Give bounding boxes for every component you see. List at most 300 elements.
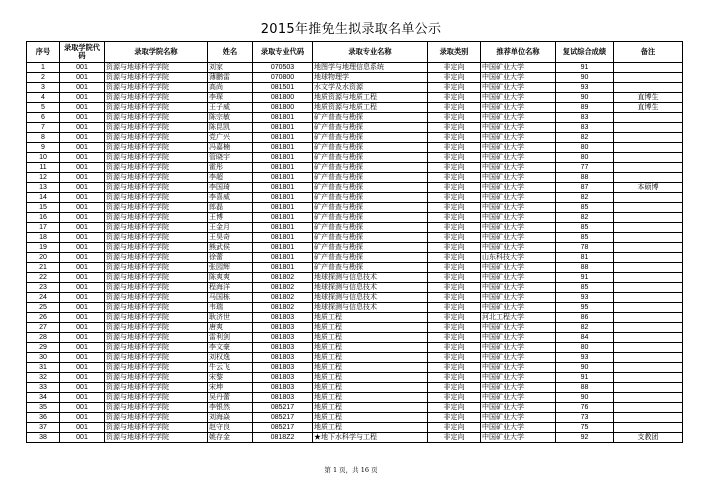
cell-major-code: 081801 [253,263,313,273]
cell-admission-type: 非定向 [428,213,481,223]
cell-row-index: 11 [27,163,60,173]
cell-recommending-unit: 中国矿业大学 [481,343,556,353]
cell-major-name: 矿产普查与勘探 [313,203,428,213]
cell-remarks [614,153,683,163]
cell-score: 92 [556,433,614,443]
cell-recommending-unit: 中国矿业大学 [481,233,556,243]
table-row [27,413,683,423]
table-row [27,153,683,163]
cell-student-name: 马国栋 [208,293,253,303]
cell-major-name: ★地下水科学与工程 [313,433,428,443]
table-row [27,223,683,233]
cell-major-name: 地球探测与信息技术 [313,283,428,293]
header-index: 序号 [27,42,60,63]
cell-row-index: 10 [27,153,60,163]
cell-admission-type: 非定向 [428,243,481,253]
cell-admission-type: 非定向 [428,403,481,413]
cell-row-index: 1 [27,63,60,73]
cell-college-name: 资源与地球科学学院 [105,353,208,363]
cell-recommending-unit: 中国矿业大学 [481,243,556,253]
cell-major-code: 081803 [253,353,313,363]
table-row [27,273,683,283]
page-footer: 第 1 页，共 16 页 [324,466,378,474]
cell-admission-type: 非定向 [428,203,481,213]
table-row [27,93,683,103]
cell-college-name: 资源与地球科学学院 [105,103,208,113]
cell-remarks [614,423,683,433]
cell-major-name: 矿产普查与勘探 [313,163,428,173]
cell-student-name: 唐爽 [208,323,253,333]
cell-remarks [614,123,683,133]
cell-score: 81 [556,253,614,263]
cell-row-index: 23 [27,283,60,293]
cell-remarks [614,143,683,153]
cell-remarks [614,63,683,73]
cell-major-name: 地球探测与信息技术 [313,293,428,303]
cell-recommending-unit: 中国矿业大学 [481,203,556,213]
header-major-code: 录取专业代码 [253,42,313,63]
cell-admission-type: 非定向 [428,433,481,443]
cell-college-name: 资源与地球科学学院 [105,323,208,333]
cell-recommending-unit: 中国矿业大学 [481,263,556,273]
cell-student-name: 吴丹蕾 [208,393,253,403]
cell-major-name: 矿产普查与勘探 [313,263,428,273]
cell-remarks [614,193,683,203]
cell-row-index: 6 [27,113,60,123]
cell-college-code: 001 [60,263,105,273]
cell-student-name: 熊武侯 [208,243,253,253]
cell-recommending-unit: 中国矿业大学 [481,83,556,93]
cell-major-name: 地质工程 [313,313,428,323]
header-college-name: 录取学院名称 [105,42,208,63]
table-row [27,293,683,303]
cell-student-name: 雷利剑 [208,333,253,343]
cell-score: 89 [556,103,614,113]
cell-major-code: 085217 [253,403,313,413]
cell-row-index: 18 [27,233,60,243]
cell-remarks [614,333,683,343]
cell-major-code: 070800 [253,73,313,83]
cell-score: 85 [556,223,614,233]
cell-row-index: 16 [27,213,60,223]
table-row [27,213,683,223]
cell-recommending-unit: 中国矿业大学 [481,183,556,193]
cell-score: 90 [556,93,614,103]
cell-major-name: 矿产普查与勘探 [313,133,428,143]
cell-remarks [614,203,683,213]
cell-college-name: 资源与地球科学学院 [105,383,208,393]
cell-student-name: 陈爽爽 [208,273,253,283]
cell-row-index: 36 [27,413,60,423]
cell-student-name: 王金月 [208,223,253,233]
cell-recommending-unit: 中国矿业大学 [481,113,556,123]
cell-row-index: 34 [27,393,60,403]
cell-major-name: 矿产普查与勘探 [313,233,428,243]
cell-college-name: 资源与地球科学学院 [105,403,208,413]
cell-row-index: 8 [27,133,60,143]
cell-college-name: 资源与地球科学学院 [105,133,208,143]
cell-major-code: 081801 [253,213,313,223]
cell-admission-type: 非定向 [428,153,481,163]
cell-major-name: 地质工程 [313,343,428,353]
cell-recommending-unit: 中国矿业大学 [481,173,556,183]
cell-college-code: 001 [60,153,105,163]
cell-college-code: 001 [60,413,105,423]
cell-college-name: 资源与地球科学学院 [105,243,208,253]
cell-student-name: 牛云飞 [208,363,253,373]
cell-student-name: 管晓宇 [208,153,253,163]
cell-college-code: 001 [60,403,105,413]
cell-score: 85 [556,283,614,293]
cell-student-name: 郎磊 [208,203,253,213]
cell-major-code: 081801 [253,173,313,183]
cell-score: 88 [556,383,614,393]
cell-college-name: 资源与地球科学学院 [105,123,208,133]
cell-major-name: 地图学与地理信息系统 [313,63,428,73]
cell-admission-type: 非定向 [428,163,481,173]
table-row [27,173,683,183]
cell-college-name: 资源与地球科学学院 [105,263,208,273]
cell-major-code: 081801 [253,253,313,263]
cell-score: 73 [556,413,614,423]
cell-college-name: 资源与地球科学学院 [105,213,208,223]
header-admission-type: 录取类别 [428,42,481,63]
cell-recommending-unit: 中国矿业大学 [481,163,556,173]
cell-major-name: 矿产普查与勘探 [313,223,428,233]
cell-college-name: 资源与地球科学学院 [105,193,208,203]
cell-recommending-unit: 中国矿业大学 [481,143,556,153]
table-row [27,373,683,383]
table-row [27,243,683,253]
cell-college-name: 资源与地球科学学院 [105,153,208,163]
cell-major-name: 矿产普查与勘探 [313,183,428,193]
cell-college-code: 001 [60,193,105,203]
table-row [27,103,683,113]
cell-remarks [614,323,683,333]
cell-remarks [614,243,683,253]
cell-student-name: 宋黎 [208,373,253,383]
header-score: 复试综合成绩 [556,42,614,63]
cell-college-code: 001 [60,423,105,433]
cell-college-name: 资源与地球科学学院 [105,183,208,193]
cell-recommending-unit: 中国矿业大学 [481,363,556,373]
cell-admission-type: 非定向 [428,223,481,233]
cell-admission-type: 非定向 [428,393,481,403]
cell-admission-type: 非定向 [428,183,481,193]
cell-college-name: 资源与地球科学学院 [105,93,208,103]
cell-college-code: 001 [60,113,105,123]
admission-table [26,41,683,443]
table-row [27,63,683,73]
cell-major-code: 081801 [253,123,313,133]
cell-major-name: 地质工程 [313,363,428,373]
cell-major-code: 081803 [253,363,313,373]
cell-major-name: 地质工程 [313,393,428,403]
cell-student-name: 李超 [208,173,253,183]
cell-college-name: 资源与地球科学学院 [105,283,208,293]
cell-major-code: 0818Z2 [253,433,313,443]
cell-college-code: 001 [60,293,105,303]
cell-college-code: 001 [60,303,105,313]
cell-college-code: 001 [60,363,105,373]
cell-admission-type: 非定向 [428,233,481,243]
cell-major-name: 矿产普查与勘探 [313,153,428,163]
cell-college-name: 资源与地球科学学院 [105,113,208,123]
cell-recommending-unit: 中国矿业大学 [481,423,556,433]
cell-student-name: 耿济世 [208,313,253,323]
cell-student-name: 王博 [208,213,253,223]
cell-major-name: 地质资源与地质工程 [313,103,428,113]
table-row [27,313,683,323]
cell-admission-type: 非定向 [428,303,481,313]
cell-major-code: 081803 [253,343,313,353]
cell-major-code: 081801 [253,163,313,173]
cell-major-code: 081801 [253,223,313,233]
cell-college-name: 资源与地球科学学院 [105,293,208,303]
cell-remarks [614,223,683,233]
table-row [27,363,683,373]
cell-score: 83 [556,113,614,123]
cell-college-name: 资源与地球科学学院 [105,393,208,403]
cell-major-name: 地球物理学 [313,73,428,83]
header-recommending-unit: 推荐单位名称 [481,42,556,63]
cell-recommending-unit: 中国矿业大学 [481,413,556,423]
cell-college-name: 资源与地球科学学院 [105,173,208,183]
cell-major-name: 地质工程 [313,353,428,363]
cell-major-name: 矿产普查与勘探 [313,243,428,253]
cell-college-code: 001 [60,103,105,113]
cell-remarks [614,413,683,423]
cell-major-code: 085217 [253,423,313,433]
page-title: 2015年推免生拟录取名单公示 [260,22,442,37]
cell-remarks [614,263,683,273]
cell-remarks [614,213,683,223]
cell-major-code: 081801 [253,143,313,153]
table-row [27,183,683,193]
cell-major-name: 地球探测与信息技术 [313,273,428,283]
cell-score: 91 [556,63,614,73]
cell-college-name: 资源与地球科学学院 [105,333,208,343]
cell-major-name: 矿产普查与勘探 [313,113,428,123]
cell-score: 91 [556,273,614,283]
cell-row-index: 22 [27,273,60,283]
table-row [27,263,683,273]
cell-major-code: 081802 [253,303,313,313]
cell-major-name: 地质工程 [313,323,428,333]
cell-major-name: 地质工程 [313,333,428,343]
cell-row-index: 30 [27,353,60,363]
cell-recommending-unit: 中国矿业大学 [481,293,556,303]
cell-admission-type: 非定向 [428,263,481,273]
table-row [27,143,683,153]
cell-remarks [614,293,683,303]
table-row [27,333,683,343]
cell-recommending-unit: 中国矿业大学 [481,213,556,223]
cell-college-code: 001 [60,393,105,403]
cell-score: 80 [556,343,614,353]
cell-recommending-unit: 中国矿业大学 [481,403,556,413]
cell-score: 82 [556,193,614,203]
cell-college-code: 001 [60,203,105,213]
cell-major-code: 081801 [253,133,313,143]
cell-row-index: 9 [27,143,60,153]
cell-score: 82 [556,323,614,333]
cell-admission-type: 非定向 [428,113,481,123]
cell-major-code: 081803 [253,323,313,333]
cell-score: 90 [556,363,614,373]
cell-row-index: 14 [27,193,60,203]
cell-score: 93 [556,83,614,93]
cell-recommending-unit: 中国矿业大学 [481,333,556,343]
cell-college-name: 资源与地球科学学院 [105,143,208,153]
cell-college-name: 资源与地球科学学院 [105,373,208,383]
cell-college-name: 资源与地球科学学院 [105,63,208,73]
cell-student-name: 李国琦 [208,183,253,193]
cell-recommending-unit: 中国矿业大学 [481,103,556,113]
cell-score: 82 [556,213,614,223]
cell-row-index: 2 [27,73,60,83]
cell-college-code: 001 [60,333,105,343]
header-remarks: 备注 [614,42,683,63]
cell-major-name: 地质资源与地质工程 [313,93,428,103]
cell-student-name: 陈宗敏 [208,113,253,123]
cell-remarks [614,273,683,283]
cell-major-code: 081801 [253,183,313,193]
cell-college-code: 001 [60,73,105,83]
cell-college-name: 资源与地球科学学院 [105,273,208,283]
cell-college-code: 001 [60,123,105,133]
cell-recommending-unit: 中国矿业大学 [481,193,556,203]
cell-score: 80 [556,143,614,153]
table-row [27,303,683,313]
cell-college-name: 资源与地球科学学院 [105,303,208,313]
cell-admission-type: 非定向 [428,93,481,103]
cell-row-index: 7 [27,123,60,133]
cell-major-code: 085217 [253,413,313,423]
cell-major-name: 矿产普查与勘探 [313,143,428,153]
cell-remarks [614,383,683,393]
table-row [27,393,683,403]
cell-recommending-unit: 河北工程大学 [481,313,556,323]
table-row [27,163,683,173]
cell-row-index: 26 [27,313,60,323]
table-body [27,63,683,443]
cell-score: 85 [556,203,614,213]
cell-recommending-unit: 中国矿业大学 [481,373,556,383]
cell-college-code: 001 [60,243,105,253]
cell-recommending-unit: 中国矿业大学 [481,393,556,403]
cell-student-name: 张园辉 [208,263,253,273]
table-row [27,113,683,123]
cell-college-name: 资源与地球科学学院 [105,253,208,263]
cell-score: 78 [556,243,614,253]
cell-remarks [614,113,683,123]
cell-remarks: 本硕博 [614,183,683,193]
cell-score: 93 [556,353,614,363]
cell-recommending-unit: 中国矿业大学 [481,123,556,133]
cell-row-index: 3 [27,83,60,93]
cell-student-name: 王子威 [208,103,253,113]
table-header-row [27,42,683,63]
cell-major-code: 081803 [253,373,313,383]
cell-student-name: 李银然 [208,403,253,413]
cell-admission-type: 非定向 [428,253,481,263]
cell-remarks [614,373,683,383]
table-row [27,203,683,213]
cell-college-name: 资源与地球科学学院 [105,363,208,373]
cell-remarks [614,363,683,373]
cell-row-index: 21 [27,263,60,273]
cell-major-name: 矿产普查与勘探 [313,193,428,203]
table-row [27,283,683,293]
cell-major-code: 081801 [253,203,313,213]
cell-score: 85 [556,233,614,243]
cell-row-index: 33 [27,383,60,393]
cell-student-name: 霍彤 [208,163,253,173]
cell-admission-type: 非定向 [428,413,481,423]
table-row [27,233,683,243]
table-row [27,193,683,203]
cell-admission-type: 非定向 [428,83,481,93]
cell-major-name: 矿产普查与勘探 [313,173,428,183]
cell-row-index: 13 [27,183,60,193]
cell-recommending-unit: 中国矿业大学 [481,133,556,143]
cell-row-index: 25 [27,303,60,313]
cell-recommending-unit: 中国矿业大学 [481,303,556,313]
cell-recommending-unit: 中国矿业大学 [481,63,556,73]
cell-major-code: 070503 [253,63,313,73]
cell-student-name: 宋坤 [208,383,253,393]
cell-score: 87 [556,183,614,193]
cell-admission-type: 非定向 [428,373,481,383]
cell-college-code: 001 [60,63,105,73]
cell-college-code: 001 [60,163,105,173]
cell-major-code: 081801 [253,233,313,243]
cell-college-name: 资源与地球科学学院 [105,233,208,243]
cell-remarks: 直博生 [614,103,683,113]
cell-college-code: 001 [60,353,105,363]
header-college-code: 录取学院代码 [60,42,105,63]
table-row [27,73,683,83]
cell-remarks [614,313,683,323]
cell-college-code: 001 [60,253,105,263]
cell-score: 77 [556,163,614,173]
cell-student-name: 薄鹏雷 [208,73,253,83]
cell-recommending-unit: 中国矿业大学 [481,223,556,233]
cell-admission-type: 非定向 [428,313,481,323]
cell-admission-type: 非定向 [428,383,481,393]
cell-remarks [614,393,683,403]
cell-score: 90 [556,73,614,83]
cell-major-code: 081801 [253,113,313,123]
cell-remarks [614,343,683,353]
cell-row-index: 20 [27,253,60,263]
cell-row-index: 27 [27,323,60,333]
cell-college-code: 001 [60,313,105,323]
cell-remarks [614,303,683,313]
cell-admission-type: 非定向 [428,283,481,293]
cell-student-name: 李文豪 [208,343,253,353]
cell-row-index: 35 [27,403,60,413]
cell-college-name: 资源与地球科学学院 [105,413,208,423]
cell-student-name: 陈昆凯 [208,123,253,133]
cell-score: 91 [556,373,614,383]
cell-admission-type: 非定向 [428,173,481,183]
table-row [27,253,683,263]
cell-major-code: 081802 [253,273,313,283]
cell-recommending-unit: 中国矿业大学 [481,73,556,83]
cell-major-name: 矿产普查与勘探 [313,213,428,223]
